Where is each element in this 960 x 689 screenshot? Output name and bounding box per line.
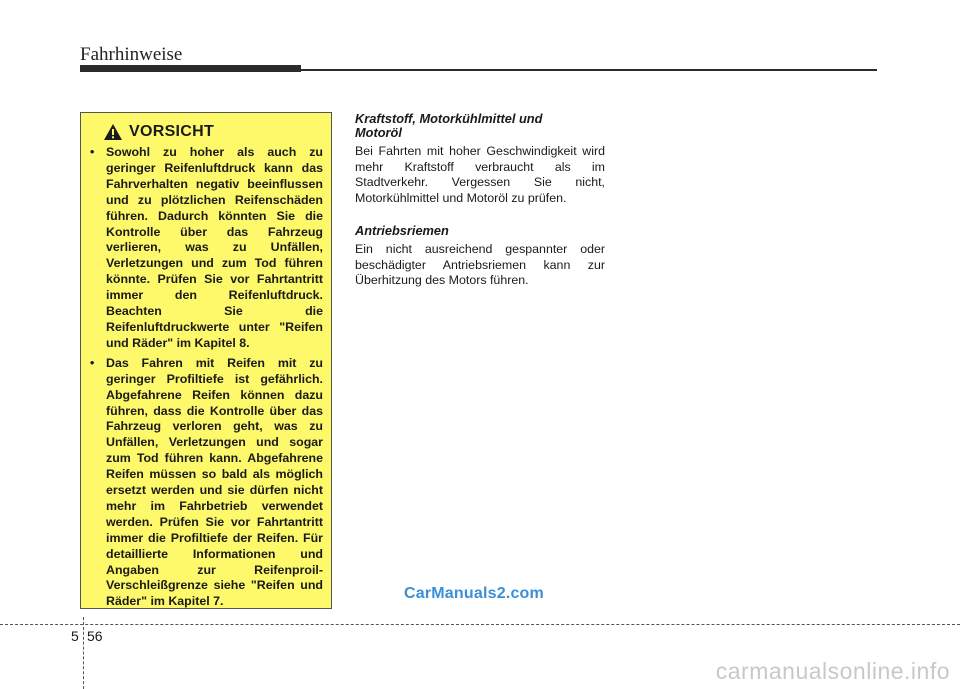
footer-divider — [83, 617, 84, 689]
caution-box — [80, 112, 332, 609]
page-header-title: Fahrhinweise — [80, 44, 183, 65]
section-title-belt: Antriebsriemen — [355, 223, 449, 238]
section-body-belt: Ein nicht ausreichend gespannter oder beschädigter Antriebsriemen kann zur Überhitzung des Motors führen. — [355, 242, 605, 287]
caution-item — [90, 356, 323, 611]
section-body-fuel: Bei Fahrten mit hoher Geschwindigkeit wird mehr Kraftstoff verbraucht als im Stadtverkehr. Vergessen Sie nicht, Motorkühlmittel und Motoröl zu prüfen. — [355, 144, 605, 205]
warning-triangle-icon — [103, 123, 123, 141]
bullet: • — [90, 355, 95, 370]
section-title-fuel: Kraftstoff, Motorkühlmittel und Motoröl — [355, 111, 543, 140]
bullet: • — [90, 145, 95, 159]
page-number: 56 — [87, 628, 103, 644]
header-rule-thick — [80, 65, 301, 72]
caution-item-text: Sowohl zu hoher als auch zu geringer Reifenluftdruck kann das Fahrverhalten negativ beeinflussen und zu plötzlichen Reifenschäden führen. Dadurch könnten Sie die Kontrolle über das Fahrzeug verlieren, was zu Unfällen, Verletzungen und zum Tod führen könnte. Prüfen Sie vor Fahrtantritt immer den Reifenluftdruck. Beachten Sie die Reifenluftdruckwerte unter "Reifen und Räder" im Kapitel 8. — [106, 145, 323, 350]
caution-list — [90, 145, 323, 610]
header-rule-thin — [301, 69, 877, 71]
content-column — [355, 112, 605, 307]
site-watermark[interactable]: carmanualsonline.info — [715, 658, 950, 684]
caution-item — [90, 145, 323, 352]
caution-title: VORSICHT — [129, 123, 215, 140]
caution-header — [103, 123, 323, 141]
caution-item-text: Das Fahren mit Reifen mit zu geringer Profiltiefe ist gefährlich. Abgefahrene Reifen können dazu führen, dass die Kontrolle über das Fahrzeug verloren geht, was zu Unfällen, Verletzungen und sogar zum Tod führen kann. Abgefahrene Reifen müssen so bald als möglich ersetzt werden und sie dürfen nicht mehr im Fahrbetrieb verwendet werden. Prüfen Sie vor Fahrtantritt immer die Profiltiefe der Reifen. Für detaillierte Informationen und Angaben zur Reifenproil-Verschleißgrenze siehe "Reifen und Räder" im Kapitel 7. — [106, 355, 323, 609]
watermark-logo[interactable]: CarManuals2.com — [404, 585, 544, 602]
footer-rule — [0, 624, 960, 625]
chapter-number: 5 — [71, 628, 79, 644]
